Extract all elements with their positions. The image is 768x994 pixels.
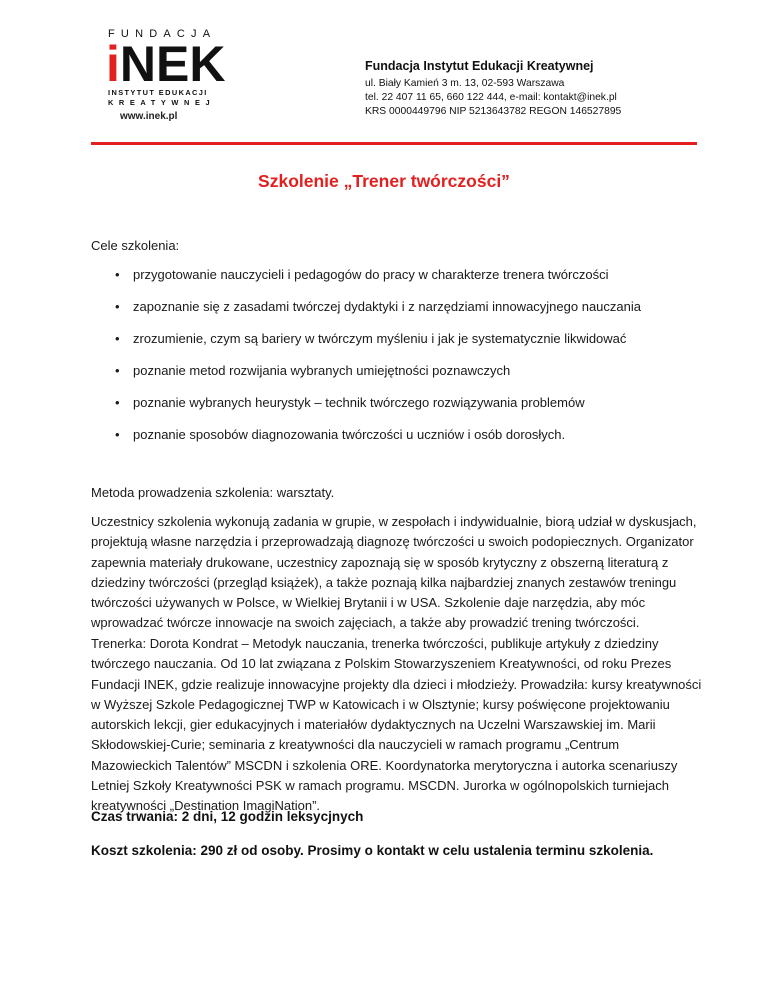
org-contact: tel. 22 407 11 65, 660 122 444, e-mail: kontakt@inek.pl xyxy=(365,92,617,103)
logo-letter-n: N xyxy=(119,36,157,92)
list-item-text: zrozumienie, czym są bariery w twórczym myśleniu i jak je systematycznie likwidować xyxy=(133,331,627,346)
list-item xyxy=(91,426,711,458)
logo-letter-k: K xyxy=(189,36,226,92)
logo-foundation-label: FUNDACJA xyxy=(108,28,217,40)
list-item-text: poznanie metod rozwijania wybranych umiejętności poznawczych xyxy=(133,363,511,378)
trainer-paragraph: Trenerka: Dorota Kondrat – Metodyk nauczania, trenerka twórczości, publikuje artykuły z dziedziny twórczego nauczania. Od 10 lat związana z Polskim Stowarzyszeniem Kreatywności, od roku Prezes Fundacji INEK, gdzie realizuje innowacyjne projekty dla dzieci i młodzieży. Prowadziła: kursy kreatywności w Wyższej Szkole Pedagogicznej TWP w Katowicach i w Olsztynie; kursy poświęcone projektowaniu autorskich lekcji, gier edukacyjnych i materiałów dydaktycznych na Uczelni Warszawskiej im. Marii Skłodowskiej-Curie; seminaria z kreatywności dla nauczycieli w ramach programu „Centrum Mazowieckich Talentów” MSCDN i szkolenia ORE. Koordynatorka merytoryczna i autorka scenariuszy Letniej Szkoły Kreatywności PSK w ramach programu. MSCDN. Jurorka w ogólnopolskich turniejach kreatywności „Destination ImagiNation”. xyxy=(91,636,702,814)
org-registry: KRS 0000449796 NIP 5213643782 REGON 146527895 xyxy=(365,106,622,117)
logo-inek xyxy=(106,36,226,92)
list-item-text: poznanie sposobów diagnozowania twórczości u uczniów i osób dorosłych. xyxy=(133,427,566,442)
bullet-icon: • xyxy=(115,395,120,410)
method-line: Metoda prowadzenia szkolenia: warsztaty. xyxy=(91,485,335,500)
list-item-text: zapoznanie się z zasadami twórczej dydaktyki i z narzędziami innowacyjnego nauczania xyxy=(133,299,641,314)
org-address: ul. Biały Kamień 3 m. 13, 02-593 Warszawa xyxy=(365,78,565,89)
bullet-icon: • xyxy=(115,427,120,442)
logo-subtitle-2: KREATYWNEJ xyxy=(108,98,216,107)
list-item-text: przygotowanie nauczycieli i pedagogów do pracy w charakterze trenera twórczości xyxy=(133,267,609,282)
list-item xyxy=(91,266,711,298)
list-item xyxy=(91,330,711,362)
participants-paragraph: Uczestnicy szkolenia wykonują zadania w grupie, w zespołach i indywidualnie, biorą udział w dyskusjach, projektują własne narzędzia i przeprowadzają diagnozę twórczości u swoich podopiecznych. Organizator zapewnia materiały drukowane, uczestnicy zapoznają się w sposób krytyczny z obszerną literaturą z dziedziny twórczości (przegląd książek), a także poznają kilka najbardziej znanych zestawów treningu twórczości używanych w Polsce, w Wielkiej Brytanii i w USA. Szkolenie daje narzędzia, aby móc wprowadzać twórcze innowacje na swoich zajęciach, a także aby prowadzić trening twórczości. xyxy=(91,514,697,631)
header-divider xyxy=(91,142,697,145)
document-title: Szkolenie „Trener twórczości” xyxy=(258,171,510,191)
list-item xyxy=(91,394,711,426)
bullet-icon: • xyxy=(115,331,120,346)
list-item xyxy=(91,298,711,330)
logo-subtitle-1: INSTYTUT EDUKACJI xyxy=(108,88,208,97)
org-name: Fundacja Instytut Edukacji Kreatywnej xyxy=(365,59,594,73)
bullet-icon: • xyxy=(115,363,120,378)
bullet-icon: • xyxy=(115,299,120,314)
goals-list xyxy=(91,266,711,458)
list-item-text: poznanie wybranych heurystyk – technik twórczego rozwiązywania problemów xyxy=(133,395,585,410)
logo-letter-e: E xyxy=(156,36,190,92)
bullet-icon: • xyxy=(115,267,120,282)
cost-line: Koszt szkolenia: 290 zł od osoby. Prosimy o kontakt w celu ustalenia terminu szkolenia. xyxy=(91,843,654,858)
goals-intro: Cele szkolenia: xyxy=(91,238,180,253)
logo-website[interactable]: www.inek.pl xyxy=(120,111,178,122)
logo-letter-i: i xyxy=(106,36,120,92)
list-item xyxy=(91,362,711,394)
duration-line: Czas trwania: 2 dni, 12 godzin leksycjnych xyxy=(91,809,364,824)
